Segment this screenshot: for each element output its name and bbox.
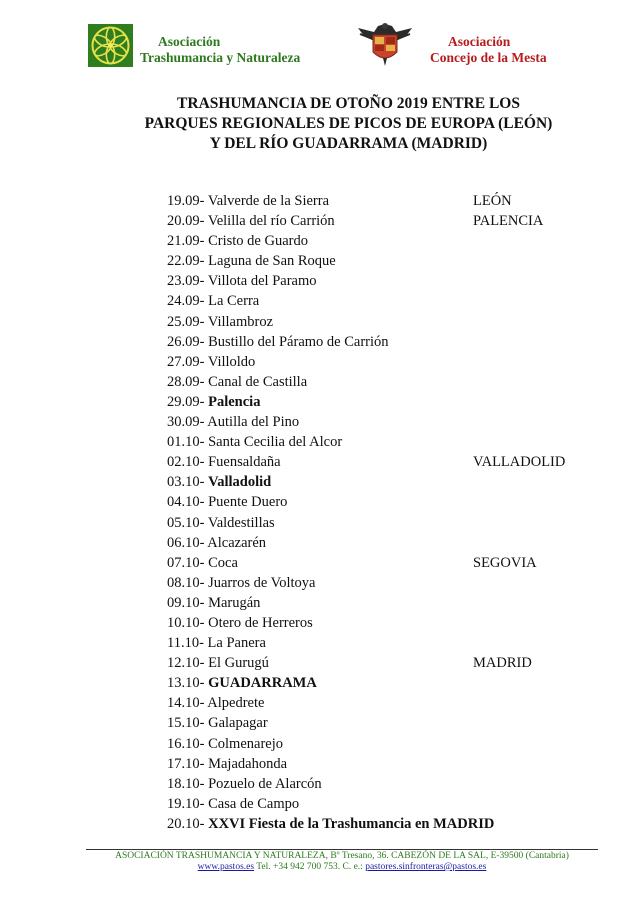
itinerary-row: [167, 251, 587, 271]
itinerary-region: VALLADOLID: [473, 454, 566, 471]
itinerary-date: 12.10-: [167, 655, 205, 672]
itinerary-row: [167, 553, 587, 573]
itinerary-row: [167, 432, 587, 452]
itinerary-date: 27.09-: [167, 353, 205, 370]
itinerary-row: [167, 713, 587, 733]
itinerary-row: [167, 613, 587, 633]
itinerary-date: 20.10-: [167, 815, 205, 832]
itinerary-region: LEÓN: [473, 193, 512, 209]
itinerary-row: [167, 211, 587, 231]
itinerary-region: MADRID: [473, 655, 532, 672]
right-organization-name: [430, 34, 547, 66]
itinerary-place: Fuensaldaña: [208, 454, 281, 471]
itinerary-row: [167, 774, 587, 794]
itinerary-place: Coca: [208, 554, 238, 571]
eagle-coat-of-arms-logo-icon: [356, 20, 414, 68]
itinerary-row: [167, 653, 587, 673]
email-link[interactable]: pastores.sinfronteras@pastos.es: [365, 862, 487, 872]
itinerary-row: [167, 412, 587, 432]
itinerary-row: [167, 693, 587, 713]
itinerary-row: [167, 794, 587, 814]
itinerary-row: [167, 533, 587, 553]
itinerary-date: 22.09-: [167, 253, 205, 270]
itinerary-date: 20.09-: [167, 213, 205, 230]
itinerary-place: La Panera: [207, 635, 266, 652]
title-line3: Y DEL RÍO GUADARRAMA (MADRID): [209, 135, 488, 152]
document-title: [0, 94, 637, 154]
itinerary-place: Canal de Castilla: [208, 373, 308, 390]
itinerary-date: 07.10-: [167, 554, 205, 571]
right-org-line2: Concejo de la Mesta: [430, 50, 547, 65]
itinerary-row: [167, 332, 587, 352]
itinerary-date: 19.10-: [167, 795, 205, 812]
itinerary-date: 05.10-: [167, 514, 205, 531]
itinerary-date: 09.10-: [167, 594, 205, 611]
itinerary-date: 10.10-: [167, 614, 205, 631]
itinerary-place: Otero de Herreros: [208, 614, 313, 631]
left-organization-name: [140, 34, 300, 66]
itinerary-row: [167, 492, 587, 512]
footer: [86, 851, 598, 873]
itinerary-date: 04.10-: [167, 494, 205, 511]
itinerary-row: [167, 271, 587, 291]
itinerary-place: Autilla del Pino: [207, 414, 300, 431]
itinerary-row: [167, 593, 587, 613]
itinerary-row: [167, 291, 587, 311]
itinerary-date: 11.10-: [167, 635, 204, 652]
itinerary-region: PALENCIA: [473, 213, 544, 230]
itinerary-row: [167, 673, 587, 693]
itinerary-place: Valdestillas: [207, 514, 275, 531]
itinerary-place: Galapagar: [208, 715, 268, 732]
flower-of-life-logo-icon: [88, 24, 133, 67]
itinerary-place: Villoldo: [207, 353, 256, 370]
itinerary-date: 25.09-: [167, 313, 205, 330]
itinerary-row: [167, 372, 587, 392]
itinerary-row: [167, 754, 587, 774]
itinerary-date: 17.10-: [167, 755, 205, 772]
itinerary-date: 21.09-: [167, 233, 205, 250]
itinerary-place: Marugán: [208, 594, 261, 611]
footer-phone: Tel. +34 942 700 753. C. e.:: [254, 862, 366, 872]
left-org-line1: Asociación: [158, 34, 221, 49]
itinerary-place: Santa Cecilia del Alcor: [208, 434, 343, 451]
itinerary-date: 06.10-: [167, 534, 205, 551]
itinerary-row: [167, 191, 587, 211]
itinerary-place: Bustillo del Páramo de Carrión: [208, 333, 389, 350]
itinerary-place: Valverde de la Sierra: [207, 193, 330, 209]
itinerary-place: Pozuelo de Alarcón: [208, 775, 322, 792]
left-org-line2: Trashumancia y Naturaleza: [140, 50, 301, 65]
itinerary-place: La Cerra: [208, 293, 260, 310]
itinerary-row: [167, 633, 587, 653]
itinerary-list: [167, 191, 587, 834]
itinerary-row: [167, 452, 587, 472]
footer-address: ASOCIACIÓN TRASHUMANCIA Y NATURALEZA, Bº Tresano, 36. CABEZÓN DE LA SAL, E-39500 (Cantabria): [115, 851, 569, 861]
itinerary-row: [167, 392, 587, 412]
itinerary-place: El Gurugú: [208, 655, 269, 672]
itinerary-date: 26.09-: [167, 333, 205, 350]
title-line1: TRASHUMANCIA DE OTOÑO 2019 ENTRE LOS: [177, 95, 520, 112]
itinerary-date: 01.10-: [167, 434, 205, 451]
itinerary-place: Colmenarejo: [208, 735, 283, 752]
itinerary-date: 16.10-: [167, 735, 205, 752]
right-org-line1: Asociación: [448, 34, 511, 49]
itinerary-row: [167, 513, 587, 533]
itinerary-place: Puente Duero: [208, 494, 288, 511]
itinerary-date: 03.10-: [167, 474, 205, 491]
itinerary-place: Laguna de San Roque: [208, 253, 336, 270]
itinerary-place: Alpedrete: [207, 695, 265, 712]
itinerary-place: GUADARRAMA: [208, 675, 317, 692]
itinerary-date: 13.10-: [167, 675, 205, 692]
itinerary-place: Majadahonda: [208, 755, 288, 772]
footer-contact: [86, 862, 598, 873]
itinerary-date: 15.10-: [167, 715, 205, 732]
itinerary-date: 30.09-: [167, 414, 205, 431]
itinerary-date: 08.10-: [167, 574, 205, 591]
footer-divider: [86, 849, 598, 850]
itinerary-place: XXVI Fiesta de la Trashumancia en MADRID: [208, 815, 495, 832]
itinerary-date: 18.10-: [167, 775, 205, 792]
itinerary-place: Juarros de Voltoya: [208, 574, 316, 591]
itinerary-place: Casa de Campo: [208, 795, 300, 812]
itinerary-date: 19.09-: [167, 193, 205, 209]
itinerary-row: [167, 814, 587, 834]
itinerary-place: Villambroz: [207, 313, 274, 330]
itinerary-place: Velilla del río Carrión: [207, 213, 335, 230]
title-line2: PARQUES REGIONALES DE PICOS DE EUROPA (LEÓN): [144, 115, 553, 132]
itinerary-date: 29.09-: [167, 393, 205, 410]
itinerary-place: Villota del Paramo: [207, 273, 317, 290]
itinerary-row: [167, 312, 587, 332]
website-link[interactable]: www.pastos.es: [197, 862, 255, 872]
itinerary-row: [167, 734, 587, 754]
itinerary-row: [167, 573, 587, 593]
itinerary-row: [167, 472, 587, 492]
itinerary-row: [167, 231, 587, 251]
itinerary-place: Palencia: [208, 393, 261, 410]
itinerary-place: Cristo de Guardo: [208, 233, 308, 250]
itinerary-date: 28.09-: [167, 373, 205, 390]
itinerary-region: SEGOVIA: [473, 554, 537, 571]
itinerary-date: 14.10-: [167, 695, 205, 712]
itinerary-date: 24.09-: [167, 293, 205, 310]
itinerary-row: [167, 352, 587, 372]
itinerary-date: 02.10-: [167, 454, 205, 471]
itinerary-date: 23.09-: [167, 273, 205, 290]
itinerary-place: Valladolid: [208, 474, 272, 491]
itinerary-place: Alcazarén: [207, 534, 267, 551]
